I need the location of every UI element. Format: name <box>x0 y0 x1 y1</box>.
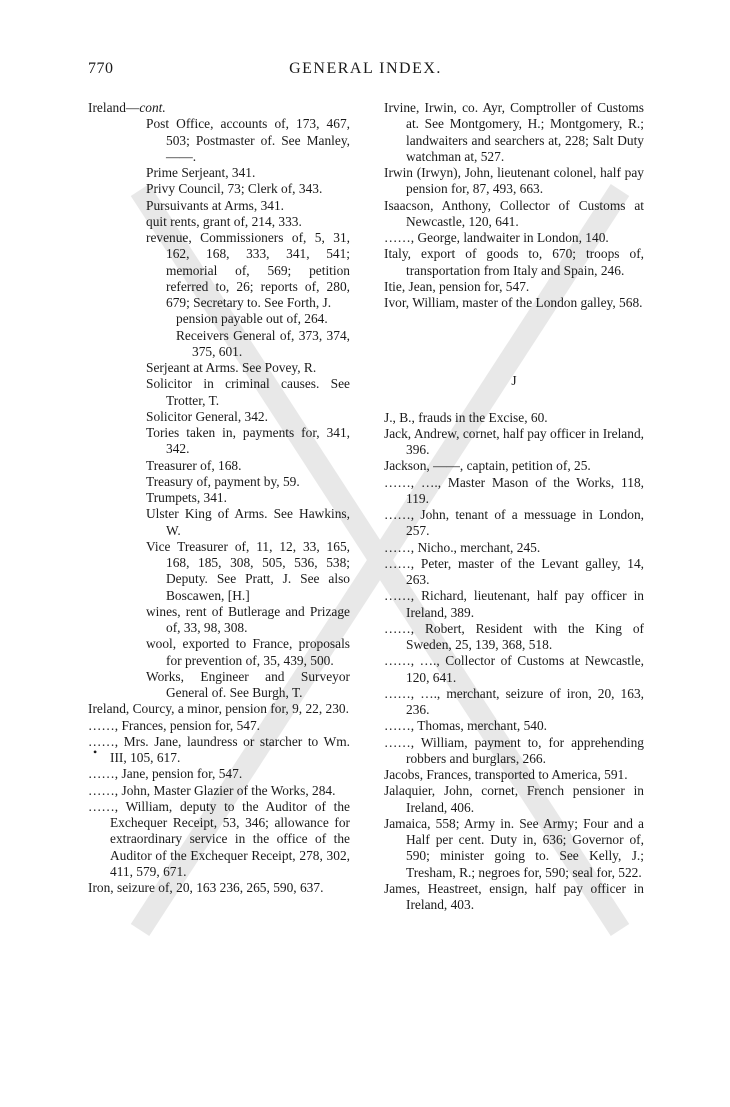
index-subentry: Ulster King of Arms. See Hawkins, W. <box>146 506 350 538</box>
index-subentry: Trumpets, 341. <box>146 490 227 505</box>
index-subentry: Solicitor General, 342. <box>146 408 268 424</box>
index-subentry: revenue, Commissioners of, 5, 31, 162, 168, 333, 341, 541; memorial of, 569; petition referred to, 26; reports of, 280, 679; Secretary to. See Forth, J. <box>146 230 350 310</box>
index-entry: ……, Nicho., merchant, 245. <box>384 539 541 555</box>
subentry-list <box>88 116 350 701</box>
index-entry: Jack, Andrew, cornet, half pay officer in Ireland, 396. <box>384 425 644 457</box>
index-entry: Jalaquier, John, cornet, French pensioner in Ireland, 406. <box>384 783 644 815</box>
entry-list-left <box>88 701 350 896</box>
index-entry: Ireland, Courcy, a minor, pension for, 9, 22, 230. <box>88 701 349 717</box>
index-entry: ……, Thomas, merchant, 540. <box>384 718 548 734</box>
index-subentry: Works, Engineer and Surveyor General of. See Burgh, T. <box>146 668 350 700</box>
index-subentry: Treasurer of, 168. <box>146 457 242 473</box>
index-entry: ……, …., Collector of Customs at Newcastle, 120, 641. <box>384 653 644 685</box>
index-subentry: Vice Treasurer of, 11, 12, 33, 165, 168, 185, 308, 505, 536, 538; Deputy. See Pratt, J. See also Boscawen, [H.] <box>146 538 350 603</box>
index-entry: Irvine, Irwin, co. Ayr, Comptroller of Customs at. See Montgomery, H.; Montgomery, R.; landwaiters and searchers at, 228; Salt Duty watchman at, 527. <box>384 100 644 164</box>
page-header <box>88 60 643 86</box>
index-subentry: quit rents, grant of, 214, 333. <box>146 213 302 229</box>
index-entry: ……, William, deputy to the Auditor of the Exchequer Receipt, 53, 346; allowance for extraordinary service in the office of the Auditor of the Exchequer Receipt, 278, 302, 411, 579, 671. <box>88 798 350 879</box>
entry-list-j <box>384 410 644 914</box>
index-subentry: pension payable out of, 264. <box>176 311 328 327</box>
index-subentry: Solicitor in criminal causes. See Trotter, T. <box>146 376 350 408</box>
index-entry: ……, Robert, Resident with the King of Sweden, 25, 139, 368, 518. <box>384 620 644 652</box>
index-entry: ……, Frances, pension for, 547. <box>88 717 261 733</box>
index-entry: ……, George, landwaiter in London, 140. <box>384 230 609 245</box>
index-entry: Isaacson, Anthony, Collector of Customs at Newcastle, 120, 641. <box>384 197 644 229</box>
index-subentry: Tories taken in, payments for, 341, 342. <box>146 425 350 457</box>
index-subentry: Treasury of, payment by, 59. <box>146 473 300 489</box>
index-entry: James, Heastreet, ensign, half pay officer in Ireland, 403. <box>384 880 644 912</box>
index-entry: ……, Richard, lieutenant, half pay officer in Ireland, 389. <box>384 588 644 620</box>
index-entry: ……, William, payment to, for apprehending robbers and burglars, 266. <box>384 734 644 766</box>
index-entry: ……, John, Master Glazier of the Works, 284. <box>88 782 336 798</box>
index-entry: J., B., frauds in the Excise, 60. <box>384 409 548 425</box>
index-entry: ……, Peter, master of the Levant galley, 14, 263. <box>384 555 644 587</box>
index-subentry: wool, exported to France, proposals for prevention of, 35, 439, 500. <box>146 636 350 668</box>
index-entry: ……, Mrs. Jane, laundress or starcher to Wm. III, 105, 617. <box>88 733 350 765</box>
right-column <box>384 100 644 913</box>
section-letter: J <box>511 373 517 389</box>
index-entry: ……, …., merchant, seizure of iron, 20, 163, 236. <box>384 685 644 717</box>
index-entry: Italy, export of goods to, 670; troops of, transportation from Italy and Spain, 246. <box>384 246 644 278</box>
index-subentry: Post Office, accounts of, 173, 467, 503; Postmaster of. See Manley, ——. <box>146 116 350 164</box>
index-subentry: wines, rent of Butlerage and Prizage of, 33, 98, 308. <box>146 603 350 635</box>
index-entry: Itie, Jean, pension for, 547. <box>384 278 530 294</box>
index-subentry: Privy Council, 73; Clerk of, 343. <box>146 181 323 197</box>
heading-main: Ireland— <box>88 100 140 115</box>
left-column <box>88 100 350 896</box>
stray-dot: • <box>93 745 98 759</box>
index-entry: Jacobs, Frances, transported to America, 591. <box>384 767 628 782</box>
entry-list-i <box>384 100 644 311</box>
index-subentry: Receivers General of, 373, 374, 375, 601. <box>176 327 350 359</box>
page-number: 770 <box>88 60 114 77</box>
index-heading <box>88 100 350 116</box>
index-entry: Jackson, ——, captain, petition of, 25. <box>384 458 591 474</box>
index-entry: ……, …., Master Mason of the Works, 118, 119. <box>384 474 644 506</box>
index-entry: Iron, seizure of, 20, 163 236, 265, 590, 637. <box>88 880 324 895</box>
index-entry: Ivor, William, master of the London galley, 568. <box>384 295 643 310</box>
index-entry: Jamaica, 558; Army in. See Army; Four and a Half per cent. Duty in, 636; Governor of, 590; minister going to. See Kelly, J.; Tresham, R.; negroes for, 590; seal for, 522. <box>384 815 644 880</box>
heading-cont: cont. <box>139 100 166 115</box>
index-subentry: Prime Serjeant, 341. <box>146 165 256 180</box>
index-subentry: Serjeant at Arms. See Povey, R. <box>146 360 317 375</box>
index-subentry: Pursuivants at Arms, 341. <box>146 197 284 213</box>
index-entry: Irwin (Irwyn), John, lieutenant colonel, half pay pension for, 87, 493, 663. <box>384 165 644 197</box>
index-entry: ……, John, tenant of a messuage in London, 257. <box>384 507 644 539</box>
index-entry: ……, Jane, pension for, 547. <box>88 766 243 782</box>
running-title: GENERAL INDEX. <box>289 60 442 77</box>
